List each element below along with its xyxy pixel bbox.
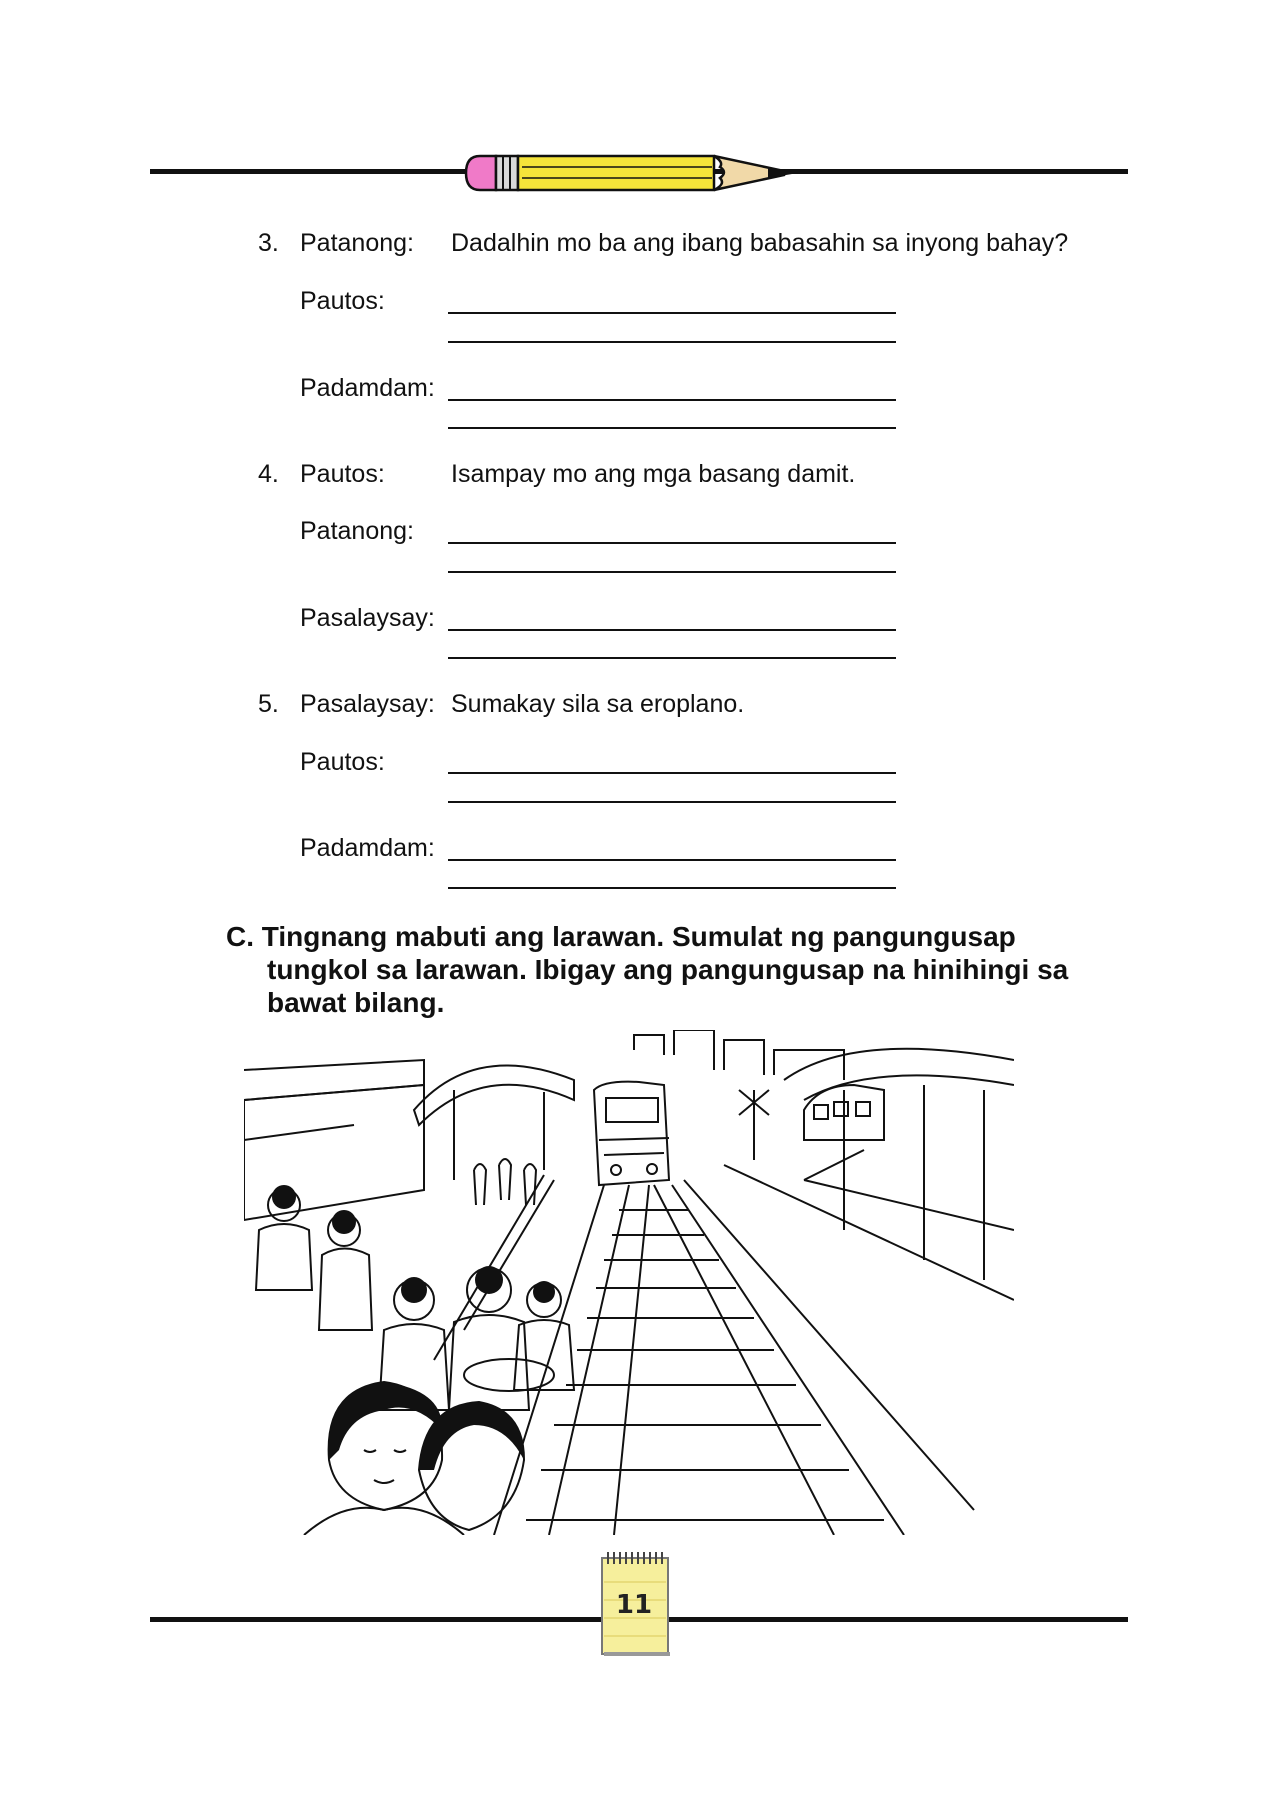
- section-c-line-2: tungkol sa larawan. Ibigay ang pangungusap na hinihingi sa: [267, 954, 1069, 985]
- item-number: 4.: [258, 460, 279, 488]
- given-sentence: Isampay mo ang mga basang damit.: [451, 460, 856, 488]
- answer-blank[interactable]: [448, 341, 896, 343]
- section-c-line-3: bawat bilang.: [267, 987, 445, 1018]
- answer-blank[interactable]: [448, 859, 896, 861]
- page-number: 11: [615, 1590, 653, 1620]
- given-type-label: Patanong:: [300, 229, 414, 257]
- answer-type-label: Padamdam:: [300, 834, 435, 862]
- answer-type-label: Pautos:: [300, 287, 385, 315]
- item-number: 3.: [258, 229, 279, 257]
- given-sentence: Sumakay sila sa eroplano.: [451, 690, 745, 718]
- answer-type-label: Pautos:: [300, 748, 385, 776]
- given-type-label: Pasalaysay:: [300, 690, 435, 718]
- answer-blank[interactable]: [448, 427, 896, 429]
- given-sentence: Dadalhin mo ba ang ibang babasahin sa inyong bahay?: [451, 229, 1069, 257]
- train-station-illustration: [244, 1030, 1014, 1535]
- answer-blank[interactable]: [448, 629, 896, 631]
- given-type-label: Pautos:: [300, 460, 385, 488]
- answer-blank[interactable]: [448, 801, 896, 803]
- answer-blank[interactable]: [448, 772, 896, 774]
- pencil-icon: [462, 150, 812, 196]
- answer-type-label: Pasalaysay:: [300, 604, 435, 632]
- answer-blank[interactable]: [448, 542, 896, 544]
- answer-blank[interactable]: [448, 657, 896, 659]
- answer-blank[interactable]: [448, 571, 896, 573]
- section-c-instructions: [226, 920, 1146, 1019]
- answer-blank[interactable]: [448, 887, 896, 889]
- answer-blank[interactable]: [448, 312, 896, 314]
- item-number: 5.: [258, 690, 279, 718]
- section-c-line-1: C. Tingnang mabuti ang larawan. Sumulat ng pangungusap: [226, 921, 1016, 952]
- answer-type-label: Padamdam:: [300, 374, 435, 402]
- answer-type-label: Patanong:: [300, 517, 414, 545]
- answer-blank[interactable]: [448, 399, 896, 401]
